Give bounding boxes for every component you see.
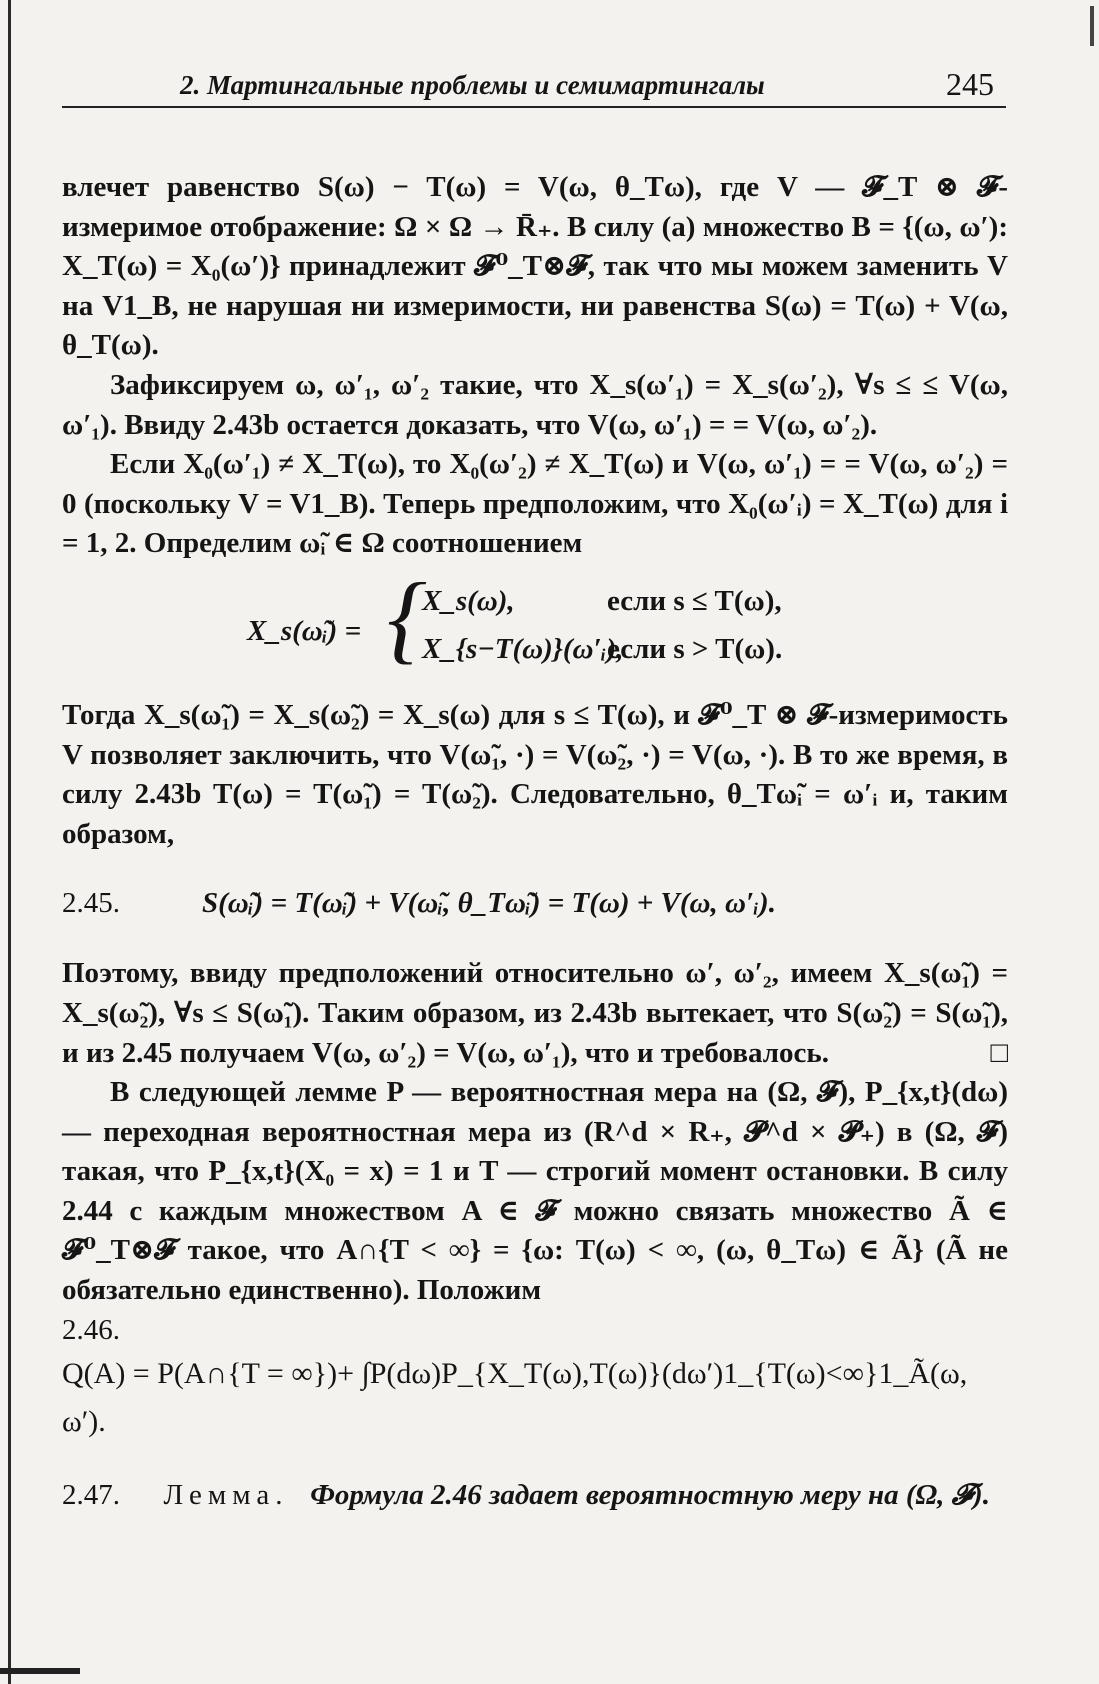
case-2-expr: X_{s−T(ω)}(ω′ᵢ),: [422, 632, 624, 665]
scan-left-edge: [8, 0, 11, 1684]
paragraph-5: [62, 954, 1008, 1073]
running-header: [62, 66, 1006, 108]
scan-bottom-edge: [0, 1668, 80, 1674]
case-1-expr: X_s(ω),: [422, 584, 515, 617]
equation-2-45: [62, 870, 1008, 940]
qed-symbol: □: [990, 1036, 1008, 1069]
case-brace: {: [387, 561, 427, 673]
paragraph-4: Тогда X_s(ω̃₁) = X_s(ω̃₂) = X_s(ω) для s ≤ T(ω), и 𝓕⁰_T ⊗ 𝓕-измеримость V позволяет заключить, что V(ω̃₁, ·) = V(ω̃₂, ·) = V(ω, ·). В то же время, в силу 2.43b T(ω) = T(ω̃₁) = T(ω̃₂). Следовательно, θ_Tω̃ᵢ = ω′ᵢ и, таким образом,: [62, 698, 1008, 850]
chapter-title: 2. Мартингальные проблемы и семимартингалы: [180, 70, 765, 100]
equation-2-46-number: 2.46.: [62, 1313, 120, 1346]
lemma-text: Формула 2.46 задает вероятностную меру на (Ω, 𝓕).: [310, 1479, 990, 1512]
case-1-condition: если s ≤ T(ω),: [607, 584, 782, 617]
paragraph-2: Зафиксируем ω, ω′₁, ω′₂ такие, что X_s(ω′₁) = X_s(ω′₂), ∀s ≤ ≤ V(ω, ω′₁). Ввиду 2.43b остается доказать, что V(ω, ω′₁) = = V(ω, ω′₂).: [62, 368, 1008, 441]
equation-2-46-formula: Q(A) = P(A∩{T = ∞})+ ∫P(dω)P_{X_T(ω),T(ω)}(dω′)1_{T(ω)<∞}1_Ã(ω, ω′).: [62, 1357, 968, 1439]
page-number: 245: [946, 66, 994, 102]
lemma-heading: Лемма.: [163, 1479, 289, 1512]
paragraph-3: Если X₀(ω′₁) ≠ X_T(ω), то X₀(ω′₂) ≠ X_T(ω) и V(ω, ω′₁) = = V(ω, ω′₂) = 0 (поскольку V = V1_B). Теперь предположим, что X₀(ω′ᵢ) = X_T(ω) для i = 1, 2. Определим ω̃ᵢ ∈ Ω соотношением: [62, 448, 1008, 560]
equation-formula: S(ω̃ᵢ) = T(ω̃ᵢ) + V(ω̃ᵢ, θ_Tω̃ᵢ) = T(ω) + V(ω, ω′ᵢ).: [202, 887, 776, 920]
case-equation: [62, 561, 1008, 682]
text-body: [62, 168, 1008, 1516]
paragraph-5-text: Поэтому, ввиду предположений относительно ω′, ω′₂, имеем X_s(ω̃₁) = X_s(ω̃₂), ∀s ≤ S(ω̃₁). Таким образом, из 2.43b вытекает, что S(ω̃₂) = S(ω̃₁), и из 2.45 получаем V(ω, ω′₂) = V(ω, ω′₁), что и требовалось.: [62, 957, 1008, 1069]
case-2-condition: если s > T(ω).: [607, 632, 783, 665]
equation-number: 2.45.: [62, 887, 120, 920]
scan-right-mark: [1090, 6, 1094, 46]
case-equation-lhs: X_s(ω̃ᵢ) =: [247, 614, 362, 647]
paragraph-6: В следующей лемме P — вероятностная мера на (Ω, 𝓕), P_{x,t}(dω) — переходная вероятностная мера из (R^d × R₊, 𝓟^d × 𝓟₊) в (Ω, 𝓕) такая, что P_{x,t}(X₀ = x) = 1 и T — строгий момент остановки. В силу 2.44 с каждым множеством A ∈ 𝓕 можно связать множество Ã ∈ 𝓕⁰_T⊗𝓕 такое, что A∩{T < ∞} = {ω: T(ω) < ∞, (ω, θ_Tω) ∈ Ã} (Ã не обязательно единственно). Положим: [62, 1076, 1008, 1307]
lemma-number: 2.47.: [62, 1479, 120, 1512]
lemma-2-47: [62, 1476, 1008, 1516]
paragraph-1: влечет равенство S(ω) − T(ω) = V(ω, θ_Tω), где V — 𝓕_T ⊗ 𝓕-измеримое отображение: Ω × Ω → R̄₊. В силу (a) множество B = {(ω, ω′): X_T(ω) = X₀(ω′)} принадлежит 𝓕⁰_T⊗𝓕, так что мы можем заменить V на V1_B, не нарушая ни измеримости, ни равенства S(ω) = T(ω) + V(ω, θ_T(ω).: [62, 171, 1008, 362]
